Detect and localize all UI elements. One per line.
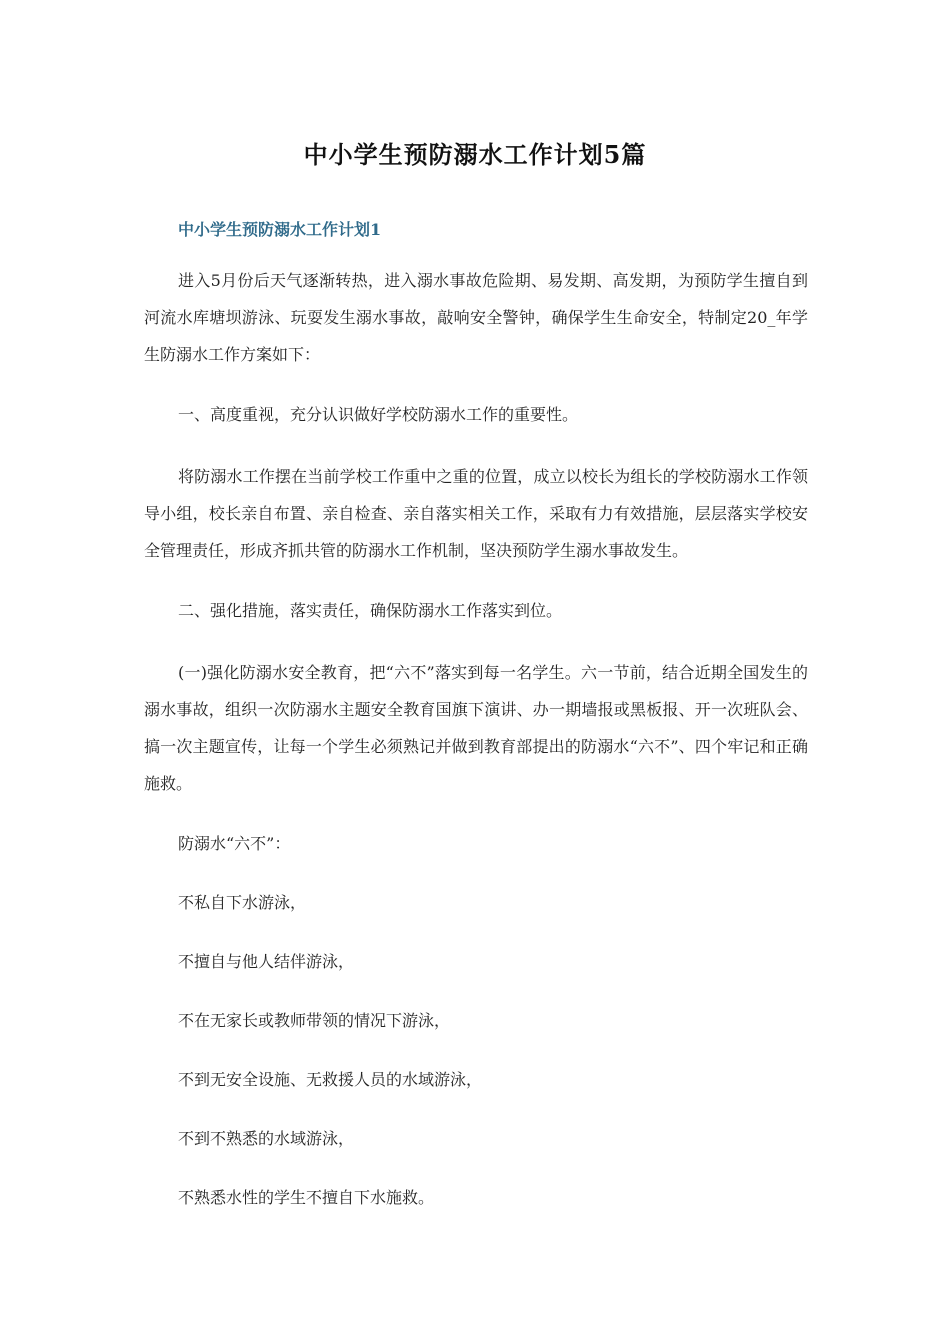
paragraph-point-two: 二、强化措施，落实责任，确保防溺水工作落实到位。: [178, 601, 563, 620]
paragraph-education: (一)强化防溺水安全教育，把“六不”落实到每一名学生。六一节前，结合近期全国发生的溺水事故，组织一次防溺水主题安全教育国旗下演讲、办一期墙报或黑板报、开一次班队会、搞一次主题宣传，让每一个学生必须熟记并做到教育部提出的防溺水“六不”、四个牢记和正确施救。: [144, 663, 808, 793]
paragraph-point-one: 一、高度重视，充分认识做好学校防溺水工作的重要性。: [178, 405, 579, 424]
paragraph-intro: 进入5月份后天气逐渐转热，进入溺水事故危险期、易发期、高发期，为预防学生擅自到河流水库塘坝游泳、玩耍发生溺水事故，敲响安全警钟，确保学生生命安全，特制定20_年学生防溺水工作方案如下：: [144, 271, 808, 364]
list-item: 不到不熟悉的水域游泳，: [178, 1129, 355, 1148]
section-heading: 中小学生预防溺水工作计划1: [178, 220, 382, 239]
list-item: 不到无安全设施、无救援人员的水域游泳，: [178, 1070, 483, 1089]
document-title: 中小学生预防溺水工作计划5篇: [303, 140, 647, 169]
paragraph-leadership: 将防溺水工作摆在当前学校工作重中之重的位置，成立以校长为组长的学校防溺水工作领导小组，校长亲自布置、亲自检查、亲自落实相关工作，采取有力有效措施，层层落实学校安全管理责任，形成齐抓共管的防溺水工作机制，坚决预防学生溺水事故发生。: [144, 467, 808, 560]
paragraph-six-rules-heading: 防溺水“六不”：: [178, 834, 291, 853]
list-item: 不在无家长或教师带领的情况下游泳，: [178, 1011, 451, 1030]
list-item: 不熟悉水性的学生不擅自下水施救。: [178, 1188, 435, 1207]
list-item: 不擅自与他人结伴游泳，: [178, 952, 355, 971]
document-body: [144, 262, 808, 1241]
list-item: 不私自下水游泳，: [178, 893, 307, 912]
